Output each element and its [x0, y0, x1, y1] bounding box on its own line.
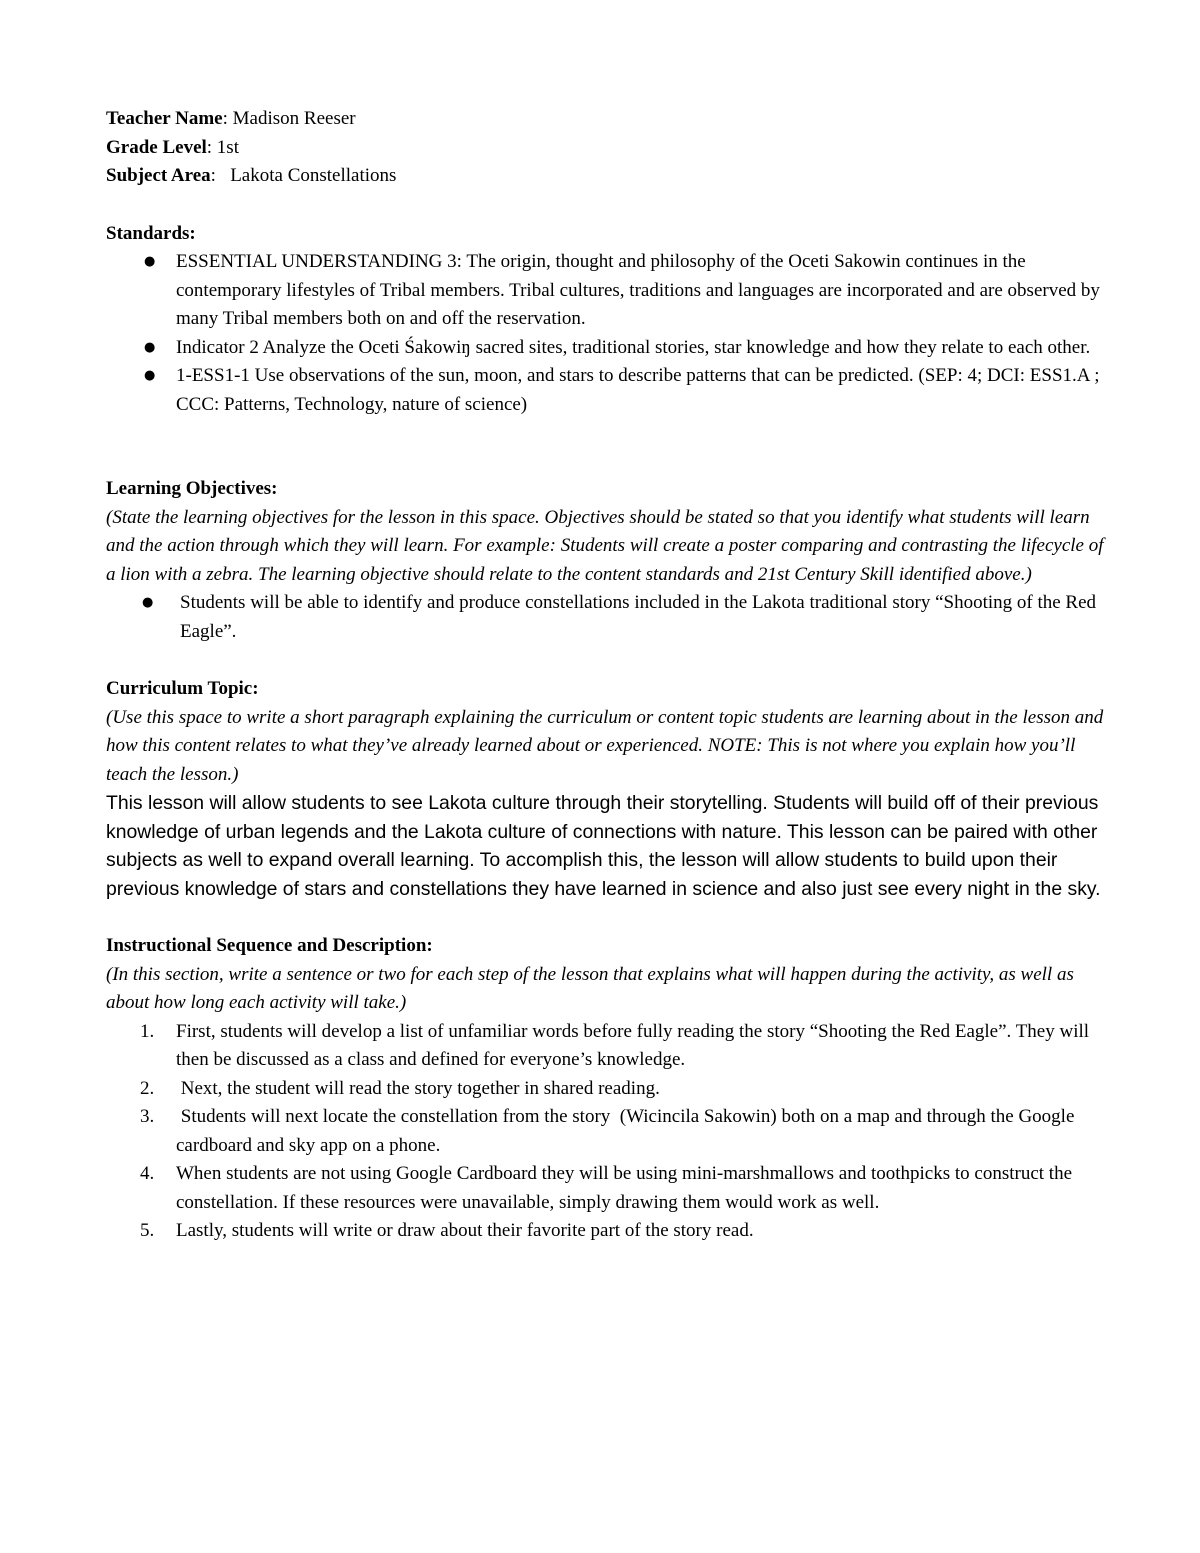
learning-objectives-instructions: (State the learning objectives for the lesson in this space. Objectives should be stated so that you identify what students will learn and the action through which they will learn. For example: Students will create a poster comparing and contrasting the lifecycle of a lion with a zebra. The learning objective should relate to the content standards and 21st Century Skill identified above.): [106, 506, 1104, 585]
list-item: [106, 589, 1106, 646]
step-number: 1.: [140, 1020, 155, 1042]
standards-heading: Standards:: [106, 222, 196, 244]
instructional-steps-list: [106, 1018, 1106, 1246]
standard-text: 1-ESS1-1 Use observations of the sun, moon, and stars to describe patterns that can be predicted. (SEP: 4; DCI: ESS1.A ; CCC: Patterns, Technology, nature of science): [176, 365, 1100, 415]
list-item: [106, 362, 1106, 419]
instructional-sequence-instructions: (In this section, write a sentence or two for each step of the lesson that explains what will happen during the activity, as well as about how long each activity will take.): [106, 963, 1074, 1013]
teacher-name-line: [106, 105, 1106, 134]
bullet-icon: ●: [142, 595, 154, 610]
list-item: [106, 334, 1106, 363]
step-text: Students will next locate the constellation from the story (Wicincila Sakowin) both on a map and through the Google cardboard and sky app on a phone.: [176, 1106, 1080, 1156]
teacher-name-value: : Madison Reeser: [222, 108, 356, 129]
step-number: 5.: [140, 1220, 155, 1241]
bullet-icon: ●: [144, 368, 156, 383]
curriculum-topic-body: This lesson will allow students to see Lakota culture through their storytelling. Students will build off of their previous knowledge of urban legends and the Lakota culture of connections with nature. This lesson can be paired with other subjects as well to expand overall learning. To accomplish this, the lesson will allow students to build upon their previous knowledge of stars and constellations they have learned in science and also just see every night in the sky.: [106, 792, 1101, 900]
step-number: 3.: [140, 1106, 155, 1127]
list-item: [106, 248, 1106, 334]
subject-area-label: Subject Area: [106, 165, 211, 186]
standard-text: Indicator 2 Analyze the Oceti Śakowiŋ sacred sites, traditional stories, star knowledge and how they relate to each other.: [176, 336, 1091, 358]
curriculum-topic-instructions: (Use this space to write a short paragraph explaining the curriculum or content topic students are learning about in the lesson and how this content relates to what they’ve already learned about or experienced. NOTE: This is not where you explain how you’ll teach the lesson.): [106, 706, 1104, 785]
step-text: Lastly, students will write or draw about their favorite part of the story read.: [176, 1220, 754, 1241]
grade-level-line: [106, 134, 1106, 163]
subject-area-value: : Lakota Constellations: [210, 165, 397, 186]
list-item: [106, 1160, 1106, 1217]
curriculum-topic-heading: Curriculum Topic:: [106, 678, 259, 699]
list-item: [106, 1075, 1106, 1104]
teacher-name-label: Teacher Name: [106, 108, 223, 129]
list-item: [106, 1018, 1106, 1075]
list-item: [106, 1103, 1106, 1160]
grade-level-label: Grade Level: [106, 136, 207, 158]
grade-level-value: : 1st: [206, 136, 239, 158]
objective-text: Students will be able to identify and produce constellations included in the Lakota traditional story “Shooting of the Red Eagle”.: [180, 592, 1097, 642]
step-text: Next, the student will read the story together in shared reading.: [176, 1077, 660, 1099]
list-item: [106, 1217, 1106, 1246]
instructional-sequence-heading: Instructional Sequence and Description:: [106, 935, 433, 956]
document-content: [106, 105, 1106, 1246]
subject-area-line: [106, 162, 1106, 191]
step-text: First, students will develop a list of unfamiliar words before fully reading the story “Shooting the Red Eagle”. They will then be discussed as a class and defined for everyone’s knowledge.: [176, 1020, 1090, 1070]
bullet-icon: ●: [144, 254, 156, 269]
learning-objectives-heading: Learning Objectives:: [106, 478, 278, 499]
step-number: 2.: [140, 1077, 155, 1099]
bullet-icon: ●: [144, 339, 156, 355]
step-number: 4.: [140, 1163, 155, 1184]
step-text: When students are not using Google Cardboard they will be using mini-marshmallows and toothpicks to construct the constellation. If these resources were unavailable, simply drawing them would work as well.: [176, 1163, 1073, 1213]
objectives-list: [106, 589, 1106, 646]
standards-list: [106, 248, 1106, 419]
standard-text: ESSENTIAL UNDERSTANDING 3: The origin, thought and philosophy of the Oceti Sakowin continues in the contemporary lifestyles of Tribal members. Tribal cultures, traditions and languages are incorporated and are observed by many Tribal members both on and off the reservation.: [176, 251, 1100, 329]
